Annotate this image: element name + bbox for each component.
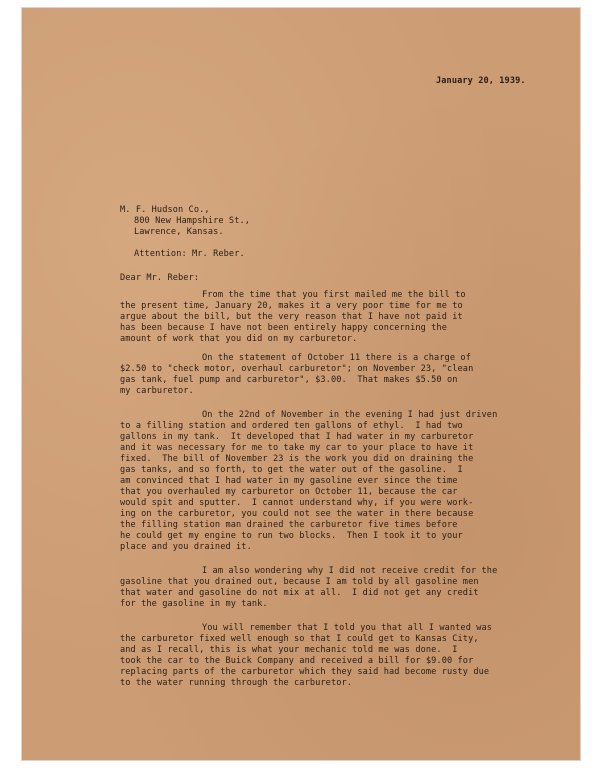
text-line: fixed. The bill of November 23 is the work you did on draining the	[120, 454, 474, 464]
address-line: M. F. Hudson Co.,	[120, 205, 210, 215]
text-line: that water and gasoline do not mix at all. I did not get any credit	[120, 588, 479, 598]
text-line: that you overhauled my carburetor on October 11, because the car	[120, 487, 458, 497]
letter-page	[22, 8, 580, 760]
text-line: for the gasoline in my tank.	[120, 599, 268, 609]
text-line: the present time, January 20, makes it a very poor time for me to	[120, 301, 463, 311]
text-line: the filling station man drained the carburetor five times before	[120, 520, 458, 530]
text-line: gasoline that you drained out, because I am told by all gasoline men	[120, 577, 479, 587]
text-line: my carburetor.	[120, 386, 194, 396]
text-line: amount of work that you did on my carburetor.	[120, 334, 358, 344]
text-line: am convinced that I had water in my gasoline ever since the time	[120, 476, 458, 486]
address-line: 800 New Hampshire St.,	[134, 216, 251, 226]
attention-line: Attention: Mr. Reber.	[134, 249, 245, 259]
text-line: took the car to the Buick Company and received a bill for $9.00 for	[120, 656, 474, 666]
text-line: gas tank, fuel pump and carburetor", $3.00. That makes $5.50 on	[120, 375, 458, 385]
text-line: and as I recall, this is what your mechanic told me was done. I	[120, 645, 458, 655]
text-line: the carburetor fixed well enough so that I could get to Kansas City,	[120, 634, 479, 644]
text-line: replacing parts of the carburetor which they said had become rusty due	[120, 667, 490, 677]
text-line: and it was necessary for me to take my car to your place to have it	[120, 443, 474, 453]
address-line: Lawrence, Kansas.	[134, 227, 224, 237]
text-line: On the 22nd of November in the evening I had just driven	[202, 410, 498, 420]
text-line: argue about the bill, but the very reason that I have not paid it	[120, 312, 463, 322]
salutation: Dear Mr. Reber:	[120, 273, 200, 283]
text-line: would spit and sputter. I cannot understand why, if you were work-	[120, 498, 474, 508]
text-line: ing on the carburetor, you could not see the water in there because	[120, 509, 474, 519]
text-line: to the water running through the carburetor.	[120, 678, 353, 688]
letter-date: January 20, 1939.	[436, 76, 526, 86]
text-line: gallons in my tank. It developed that I had water in my carburetor	[120, 432, 474, 442]
text-line: $2.50 to "check motor, overhaul carburetor"; on November 23, "clean	[120, 364, 474, 374]
text-line: From the time that you first mailed me the bill to	[202, 290, 466, 300]
text-line: place and you drained it.	[120, 542, 252, 552]
text-line: he could get my engine to run two blocks. Then I took it to your	[120, 531, 463, 541]
text-line: gas tanks, and so forth, to get the water out of the gasoline. I	[120, 465, 463, 475]
text-line: to a filling station and ordered ten gallons of ethyl. I had two	[120, 421, 463, 431]
text-line: has been because I have not been entirely happy concerning the	[120, 323, 447, 333]
text-line: You will remember that I told you that all I wanted was	[202, 623, 493, 633]
text-line: On the statement of October 11 there is a charge of	[202, 353, 471, 363]
text-line: I am also wondering why I did not receive credit for the	[202, 566, 498, 576]
letter-body	[22, 8, 580, 760]
